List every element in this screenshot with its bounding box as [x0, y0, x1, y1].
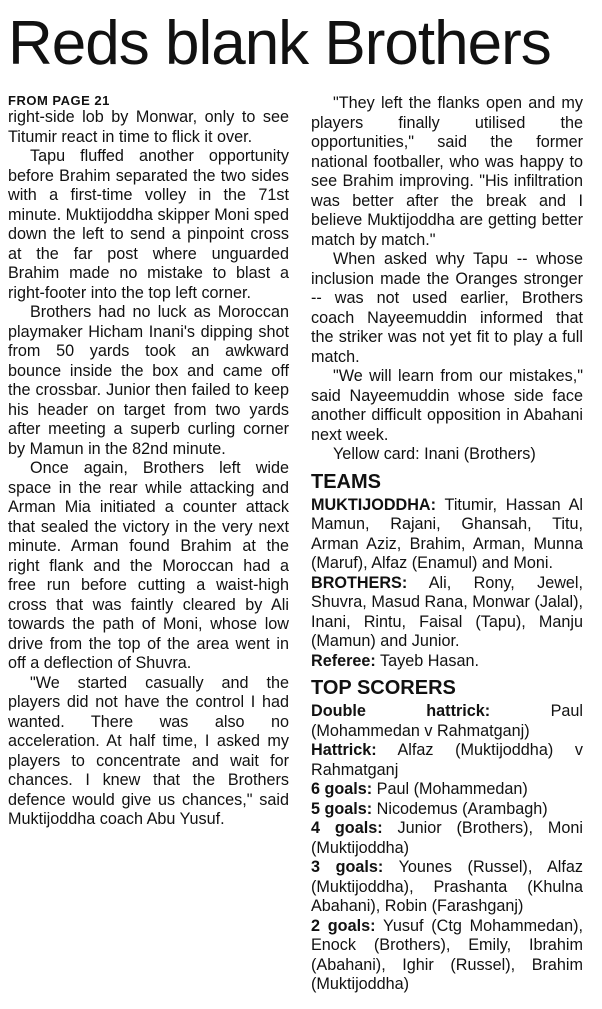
- body-paragraph: "They left the flanks open and my players finally utilised the opportunities," said the former national footballer, who was happy to see Brahim improving. "His infiltration was better after the break and I believe Muktijoddha are getting better match by match.": [311, 94, 583, 249]
- scorer-entry: [311, 819, 583, 858]
- body-paragraph: "We started casually and the players did not have the control I had wanted. There was also no acceleration. At half time, I asked my players to concentrate and wait for chances. I knew that the Brothers defence would give us chances," said Muktijoddha coach Abu Yusuf.: [8, 673, 289, 828]
- left-column: [8, 94, 289, 830]
- yellow-card-line: Yellow card: Inani (Brothers): [333, 445, 536, 463]
- scorer-label: Double hattrick:: [311, 702, 491, 720]
- right-column: [311, 94, 583, 995]
- scorer-label: 5 goals:: [311, 799, 373, 818]
- scorer-label: 3 goals:: [311, 858, 384, 876]
- body-paragraph: right-side lob by Monwar, only to see Titumir react in time to flick it over.: [8, 108, 289, 146]
- teams-heading: TEAMS: [311, 470, 381, 493]
- scorer-text: Paul (Mohammedan): [376, 780, 528, 798]
- scorer-entry: [311, 702, 583, 741]
- referee-name: Tayeb Hasan.: [380, 651, 479, 670]
- scorer-text: Alfaz (Muktijoddha) v Rahmatganj: [311, 741, 583, 779]
- top-scorers-heading: TOP SCORERS: [311, 677, 456, 699]
- headline: Reds blank Brothers: [8, 9, 551, 78]
- team-lineup-brothers: [311, 574, 583, 652]
- scorer-text: Nicodemus (Arambagh): [376, 799, 548, 818]
- scorer-entry: [311, 780, 583, 800]
- scorer-text: Paul (Mohammedan v Rahmatganj): [311, 702, 583, 740]
- scorer-entry: [311, 741, 583, 780]
- scorer-label: Hattrick:: [311, 741, 377, 759]
- scorer-text: Younes (Russel), Alfaz (Muktijoddha), Prashanta (Khulna Abahani), Robin (Farashganj): [311, 858, 583, 915]
- scorer-label: 2 goals:: [311, 916, 376, 935]
- referee-line: [311, 652, 583, 672]
- body-paragraph: Tapu fluffed another opportunity before Brahim separated the two sides with a first-time volley in the 71st minute. Muktijoddha skipper Moni sped down the left to send a pinpoint cross at the far post where unguarded Brahim made no mistake to blast a right-footer into the top left corner.: [8, 147, 289, 302]
- jump-line: FROM PAGE 21: [8, 93, 110, 108]
- scorer-entry: [311, 800, 583, 820]
- referee-label: Referee:: [311, 651, 376, 670]
- team-label: MUKTIJODDHA:: [311, 495, 436, 514]
- scorer-text: Junior (Brothers), Moni (Muktijoddha): [311, 819, 583, 857]
- team-label: BROTHERS:: [311, 573, 408, 592]
- scorer-label: 6 goals:: [311, 780, 373, 798]
- body-paragraph: "We will learn from our mistakes," said Nayeemuddin whose side face another difficult opposition in Abahani next week.: [311, 367, 583, 444]
- scorer-entry: [311, 858, 583, 917]
- scorer-text: Yusuf (Ctg Mohammedan), Enock (Brothers), Emily, Ibrahim (Abahani), Ighir (Russel), Brahim (Muktijoddha): [311, 916, 583, 993]
- body-paragraph: Brothers had no luck as Moroccan playmaker Hicham Inani's dipping shot from 50 yards took an awkward bounce inside the box and came off the crossbar. Junior then failed to keep his header on target from two yards after meeting a superb curling corner by Mamun in the 82nd minute.: [8, 303, 289, 458]
- team-players: Ali, Rony, Jewel, Shuvra, Masud Rana, Monwar (Jalal), Inani, Rintu, Faisal (Tapu), Manju (Mamun) and Junior.: [311, 573, 584, 650]
- team-players: Titumir, Hassan Al Mamun, Rajani, Ghansah, Titu, Arman Aziz, Brahim, Arman, Munna (Maruf), Alfaz (Enamul) and Moni.: [311, 495, 583, 572]
- body-paragraph: When asked why Tapu -- whose inclusion made the Oranges stronger -- was not used earlier, Brothers coach Nayeemuddin informed that the striker was not yet fit to play a full match.: [311, 250, 583, 366]
- scorer-entry: [311, 917, 583, 995]
- team-lineup-muktijoddha: [311, 496, 583, 574]
- body-paragraph: Once again, Brothers left wide space in the rear while attacking and Arman Mia initiated a counter attack that sealed the victory in the very next minute. Arman found Brahim at the right flank and the Moroccan had a free run before cutting a waist-high cross that was faintly cleared by Ali towards the path of Moni, whose low drive from the top of the area went in off a deflection of Shuvra.: [8, 459, 289, 672]
- scorer-label: 4 goals:: [311, 819, 383, 837]
